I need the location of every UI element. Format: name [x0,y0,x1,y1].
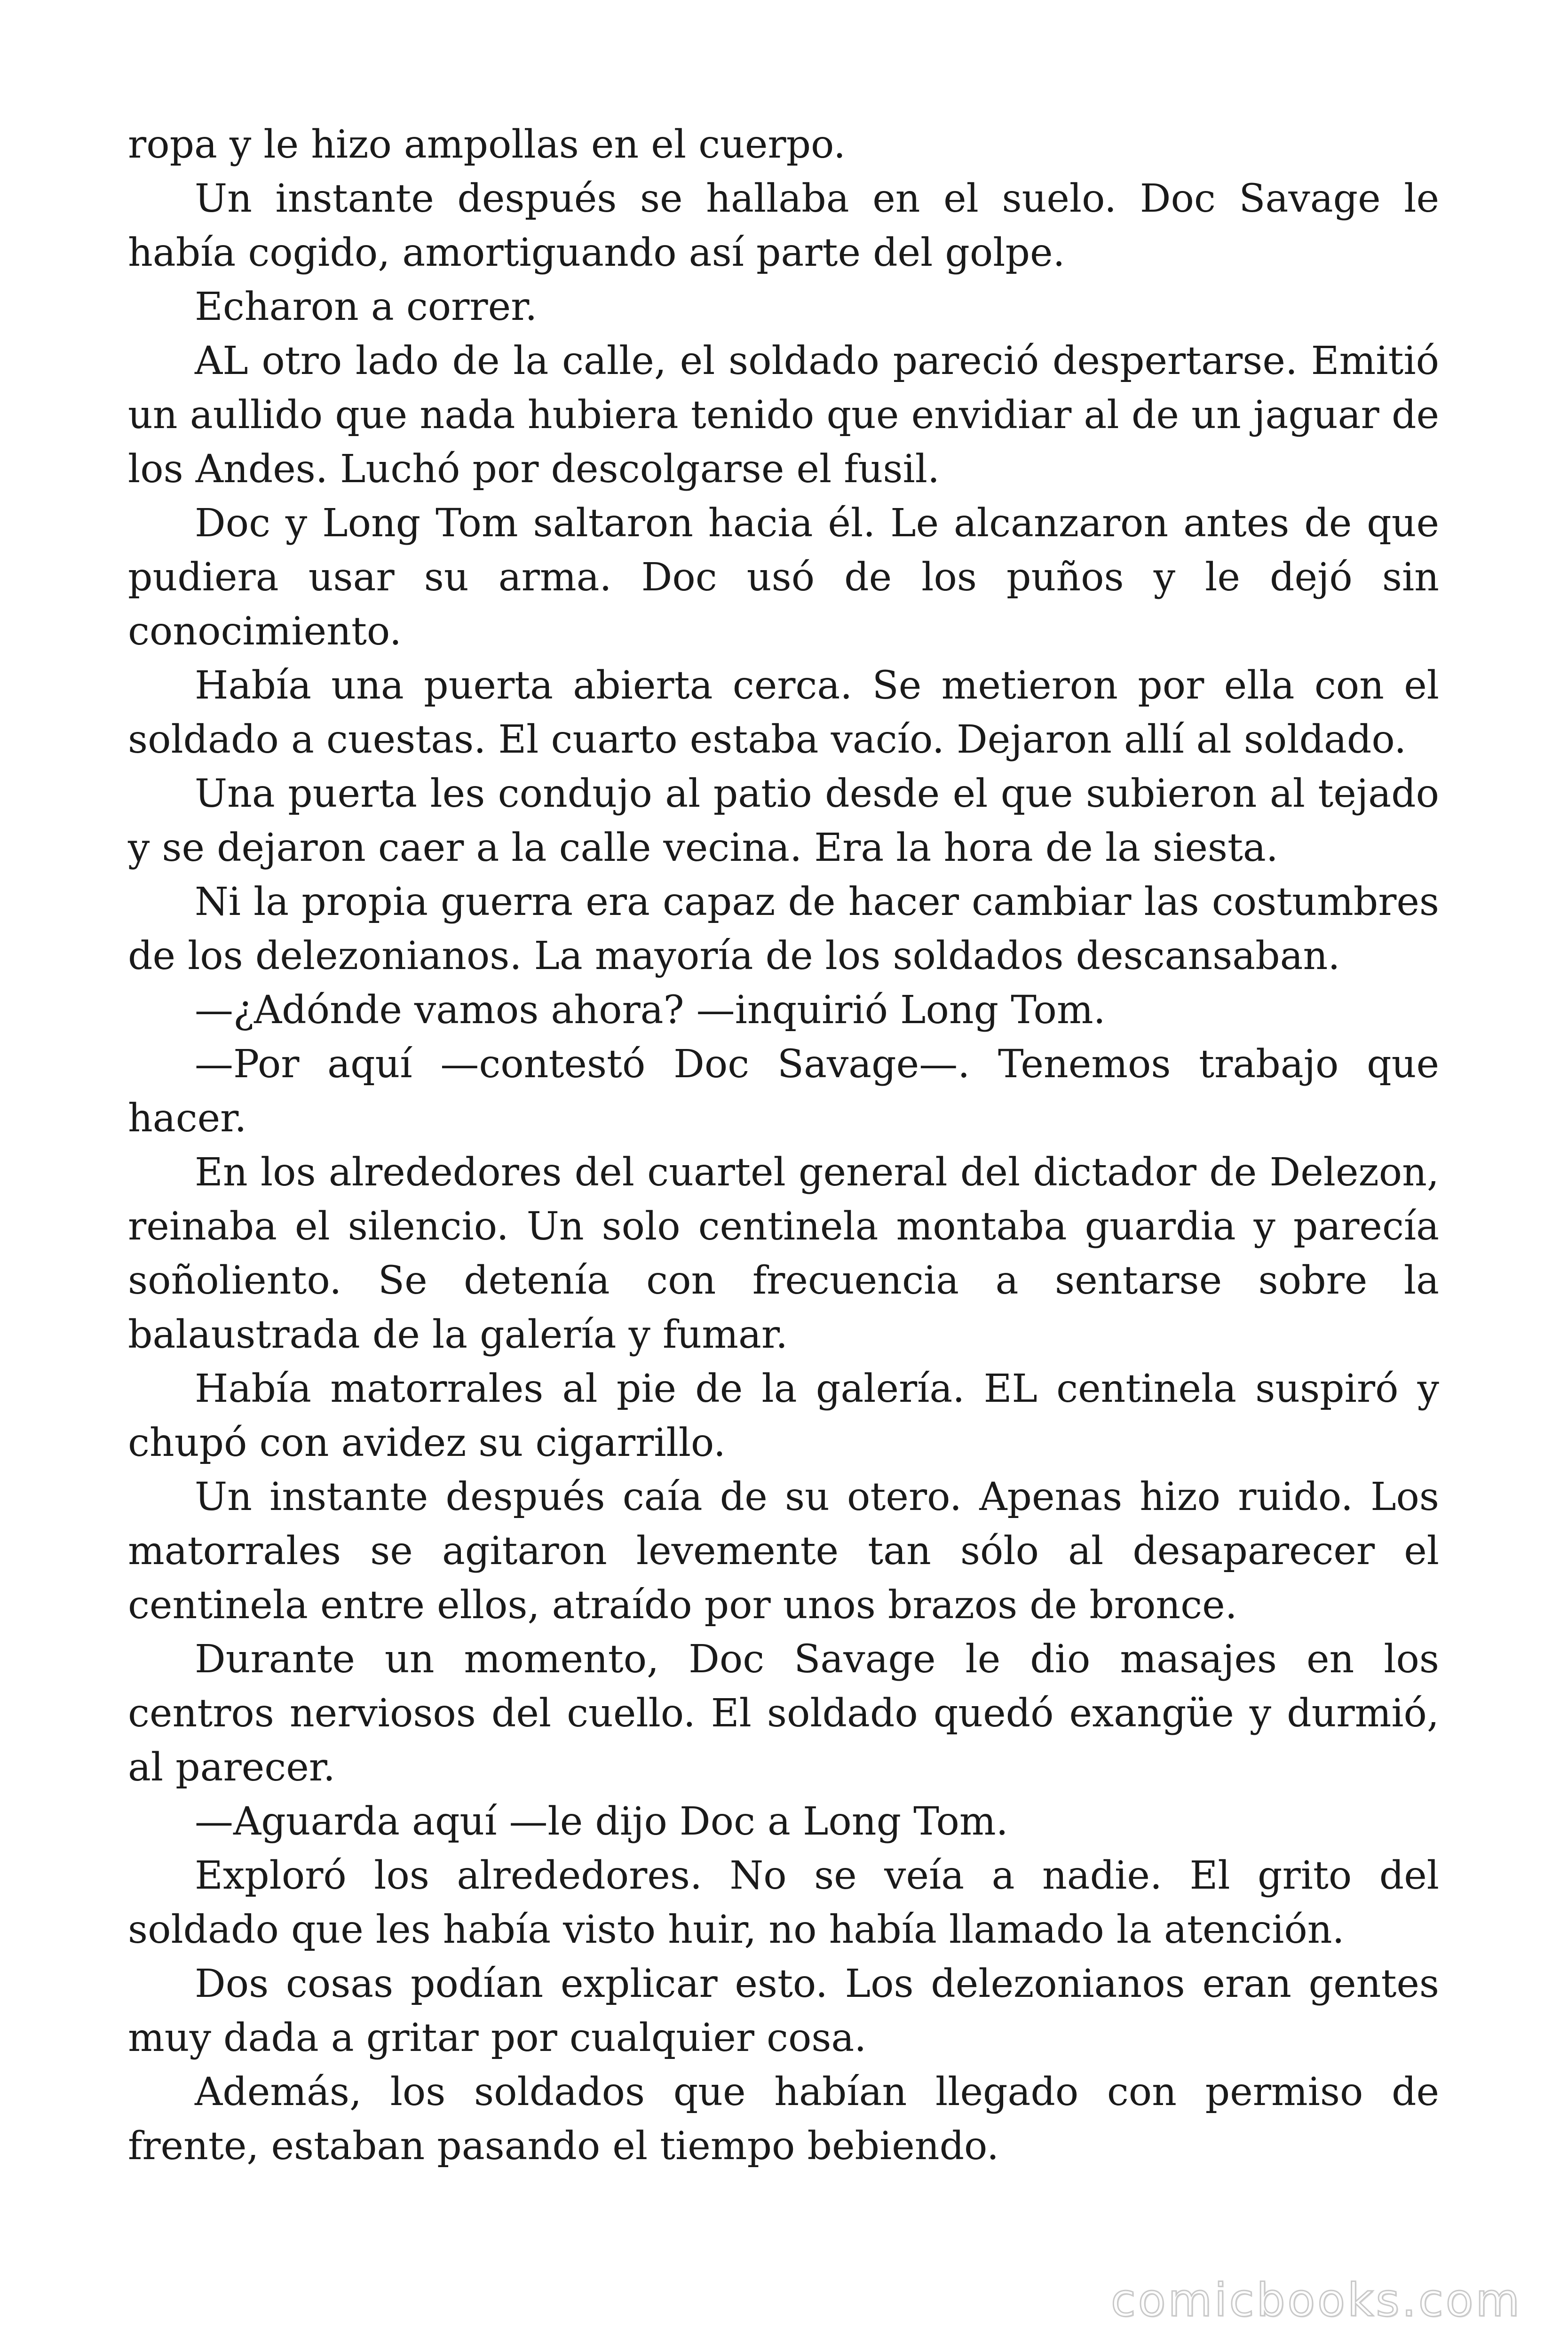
paragraph-2: Un instante después se hallaba en el suelo. Doc Savage le había cogido, amortiguando así parte del golpe. [128,176,1439,275]
paragraph-18: Además, los soldados que habían llegado con permiso de frente, estaban pasando el tiempo bebiendo. [128,2070,1439,2169]
paragraph-3: Echaron a correr. [195,285,538,329]
paragraph-11: En los alrededores del cuartel general del dictador de Delezon, reinaba el silencio. Un solo centinela montaba guardia y parecía soñoliento. Se detenía con frecuencia a sentarse sobre la balaustrada de la galería y fumar. [128,1150,1439,1357]
paragraph-6: Había una puerta abierta cerca. Se metieron por ella con el soldado a cuestas. El cuarto estaba vacío. Dejaron allí al soldado. [128,663,1439,762]
paragraph-13: Un instante después caía de su otero. Apenas hizo ruido. Los matorrales se agitaron levemente tan sólo al desaparecer el centinela entre ellos, atraído por unos brazos de bronce. [128,1475,1439,1628]
paragraph-8: Ni la propia guerra era capaz de hacer cambiar las costumbres de los delezonianos. La mayoría de los soldados descansaban. [128,880,1439,978]
paragraph-9: —¿Adónde vamos ahora? —inquirió Long Tom. [195,988,1106,1033]
paragraph-1: ropa y le hizo ampollas en el cuerpo. [128,122,846,167]
paragraph-10: —Por aquí —contestó Doc Savage—. Tenemos trabajo que hacer. [128,1042,1439,1141]
paragraph-14: Durante un momento, Doc Savage le dio masajes en los centros nerviosos del cuello. El soldado quedó exangüe y durmió, al parecer. [128,1637,1439,1790]
paragraph-12: Había matorrales al pie de la galería. EL centinela suspiró y chupó con avidez su cigarrillo. [128,1367,1439,1465]
paragraph-7: Una puerta les condujo al patio desde el que subieron al tejado y se dejaron caer a la calle vecina. Era la hora de la siesta. [128,771,1439,870]
paragraph-16: Exploró los alrededores. No se veía a nadie. El grito del soldado que les había visto huir, no había llamado la atención. [128,1853,1439,1952]
paragraph-5: Doc y Long Tom saltaron hacia él. Le alcanzaron antes de que pudiera usar su arma. Doc usó de los puños y le dejó sin conocimiento. [128,501,1439,654]
book-page-text [128,118,1439,2173]
paragraph-17: Dos cosas podían explicar esto. Los delezonianos eran gentes muy dada a gritar por cualquier cosa. [128,1962,1439,2060]
paragraph-15: —Aguarda aquí —le dijo Doc a Long Tom. [195,1799,1008,1844]
paragraph-4: AL otro lado de la calle, el soldado pareció despertarse. Emitió un aullido que nada hubiera tenido que envidiar al de un jaguar de los Andes. Luchó por descolgarse el fusil. [128,339,1439,492]
watermark-text: comicbooks.com [1110,2274,1522,2327]
